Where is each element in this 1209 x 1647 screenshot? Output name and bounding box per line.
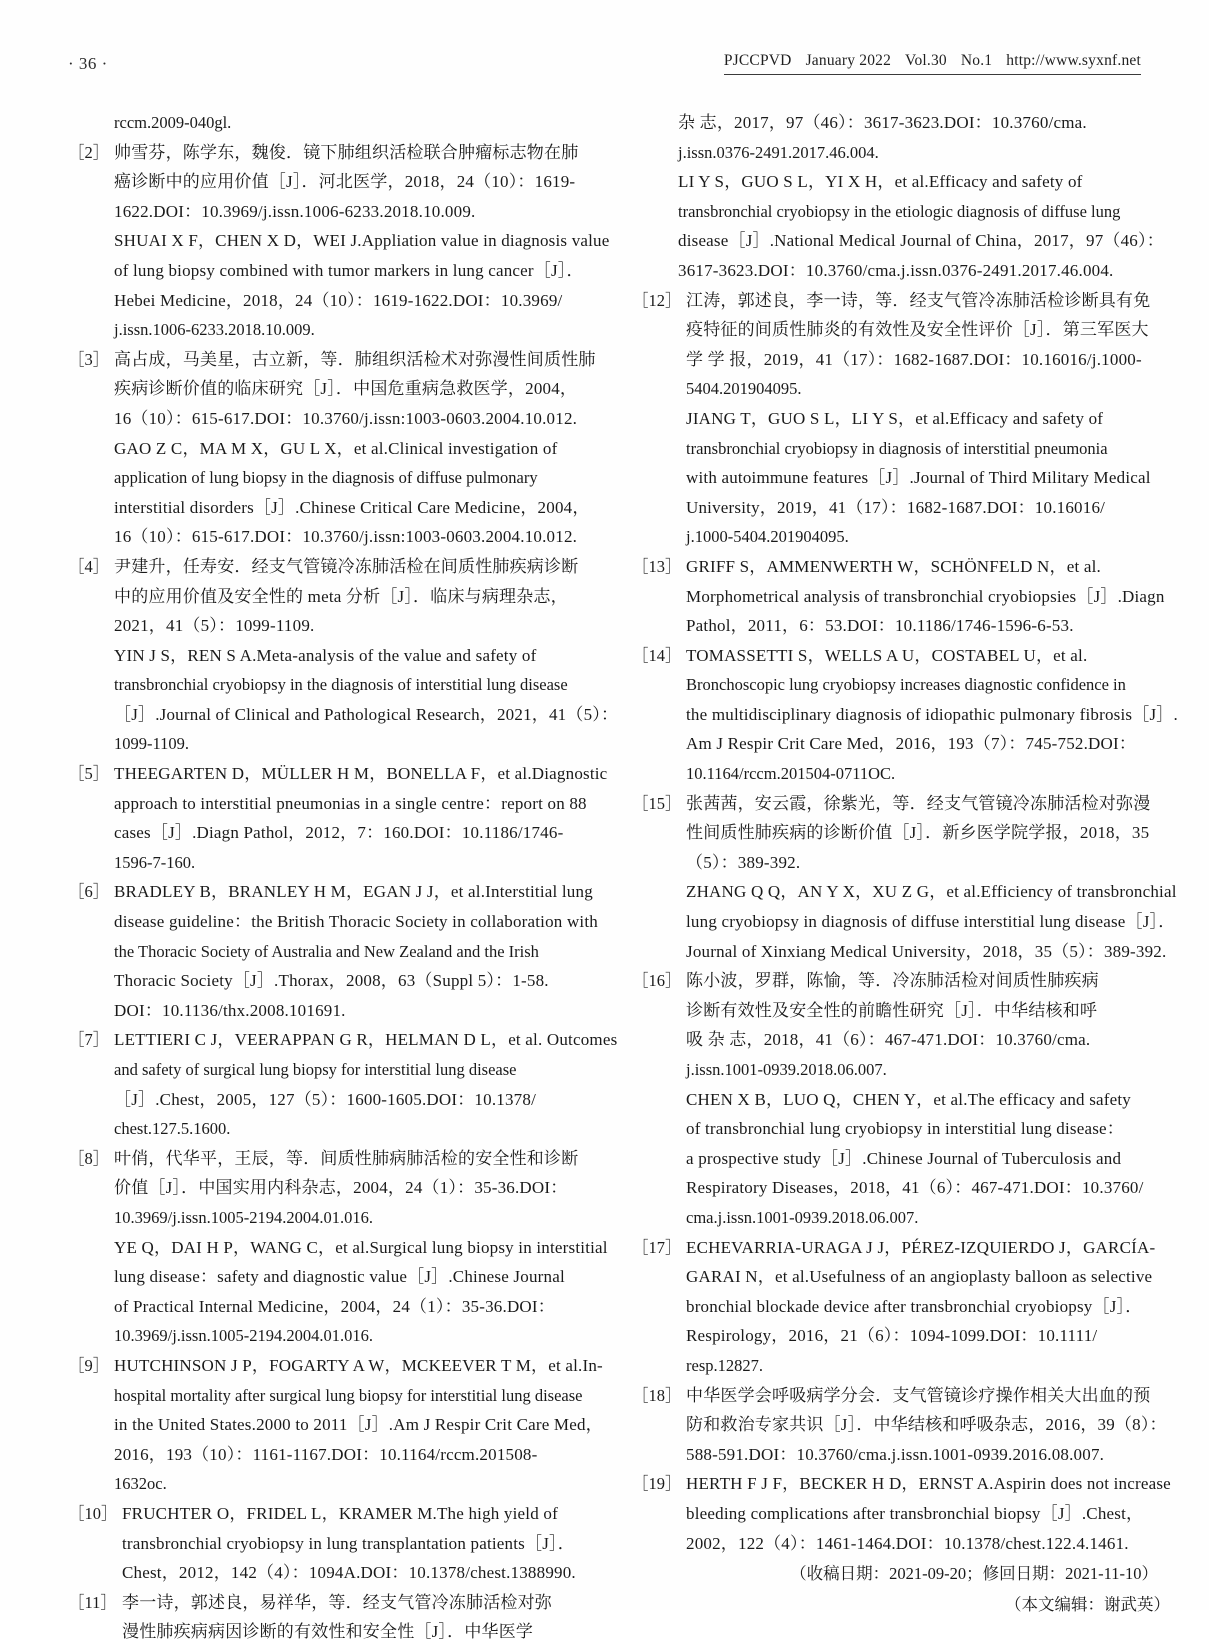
reference-line: 性间质性肺疾病的诊断价值［J］．新乡医学院学报，2018，35 [686, 823, 1150, 843]
reference-text [686, 286, 1176, 404]
reference-number: ［7］ [68, 1030, 110, 1050]
translation-line: transbronchial cryobiopsy in diagnosis of interstitial pneumonia [686, 438, 1108, 458]
reference-translation [114, 434, 596, 552]
reference-line: 张茜茜，安云霞，徐紫光，等．经支气管镜冷冻肺活检对弥漫 [686, 793, 1151, 813]
editor-credit: （本文编辑：谢武英） [1005, 1595, 1170, 1615]
translation-line: GAO Z C，MA M X，GU L X，et al.Clinical investigation of [114, 438, 558, 458]
reference-entry [632, 286, 1176, 404]
translation-line: YE Q，DAI H P，WANG C，et al.Surgical lung biopsy in interstitial [114, 1237, 608, 1257]
reference-line: 高占成，马美星，古立新，等．肺组织活检术对弥漫性间质性肺 [114, 349, 596, 369]
translation-line: lung disease：safety and diagnostic value［J］.Chinese Journal [114, 1267, 565, 1287]
translation-line: University，2019，41（17）：1682-1687.DOI：10.16016/ [686, 497, 1106, 517]
journal-abbreviation: PJCCPVD [723, 52, 792, 69]
reference-text [114, 877, 596, 1025]
reference-number: ［10］ [68, 1503, 118, 1523]
reference-line: 1632oc. [114, 1474, 167, 1494]
reference-line: 疫特征的间质性肺炎的有效性及安全性评价［J］．第三军医大 [686, 320, 1149, 340]
reference-number: ［16］ [632, 971, 682, 991]
reference-line: Chest，2012，142（4）：1094A.DOI：10.1378/chest.1388990. [122, 1563, 576, 1583]
reference-line: BRADLEY B，BRANLEY H M，EGAN J J，et al.Interstitial lung [114, 882, 593, 902]
reference-number: ［17］ [632, 1237, 682, 1257]
translation-line: 16（10）：615-617.DOI：10.3760/j.issn:1003-0603.2004.10.012. [114, 527, 578, 547]
reference-line: THEEGARTEN D，MÜLLER H M，BONELLA F，et al.Diagnostic [114, 764, 608, 784]
reference-entry [68, 552, 596, 641]
reference-line: Am J Respir Crit Care Med，2016，193（7）：745-752.DOI： [686, 734, 1137, 754]
translation-line: CHEN X B，LUO Q，CHEN Y，et al.The efficacy and safety [686, 1089, 1132, 1109]
reference-entry [68, 1025, 618, 1143]
reference-text [122, 1588, 596, 1647]
reference-translation [114, 108, 596, 138]
reference-line: 癌诊断中的应用价值［J］．河北医学，2018，24（10）：1619- [114, 172, 576, 192]
reference-number: ［18］ [632, 1385, 682, 1405]
translation-line: j.issn.0376-2491.2017.46.004. [678, 142, 879, 162]
translation-line: Journal of Xinxiang Medical University，2018，35（5）：389-392. [686, 941, 1167, 961]
reference-line: 10.3969/j.issn.1005-2194.2004.01.016. [114, 1207, 373, 1227]
volume-label: Vol.30 [905, 52, 947, 69]
reference-line: Respirology，2016，21（6）：1094-1099.DOI：10.1111/ [686, 1326, 1098, 1346]
translation-line: disease［J］.National Medical Journal of China，2017，97（46）： [678, 231, 1164, 251]
reference-text [114, 1144, 596, 1233]
reference-line: disease guideline：the British Thoracic Society in collaboration with [114, 912, 598, 932]
reference-translation [678, 167, 1176, 285]
running-head [68, 52, 1141, 86]
translation-line: Respiratory Diseases，2018，41（6）：467-471.DOI：10.3760/ [686, 1178, 1144, 1198]
reference-line: 疾病诊断价值的临床研究［J］．中国危重病急救医学，2004， [114, 379, 578, 399]
reference-number: ［4］ [68, 556, 110, 576]
reference-translation [686, 877, 1176, 966]
left-column [68, 108, 619, 1642]
translation-line: application of lung biopsy in the diagnosis of diffuse pulmonary [114, 468, 538, 488]
reference-number: ［14］ [632, 645, 682, 665]
reference-line: ［J］.Chest，2005，127（5）：1600-1605.DOI：10.1378/ [114, 1089, 536, 1109]
reference-line: 1596-7-160. [114, 852, 196, 872]
reference-line: 中的应用价值及安全性的 meta 分析［J］．临床与病理杂志， [114, 586, 568, 606]
issue-date: January 2022 [805, 52, 892, 69]
reference-entry [68, 1351, 603, 1499]
reference-line: LETTIERI C J，VEERAPPAN G R，HELMAN D L，et al. Outcomes [114, 1030, 618, 1050]
reference-line: j.issn.1001-0939.2018.06.007. [686, 1060, 887, 1079]
reference-entry [632, 1381, 1176, 1470]
reference-number: ［6］ [68, 882, 110, 902]
reference-text [122, 1499, 596, 1588]
reference-text [686, 552, 1176, 641]
reference-line: the multidisciplinary diagnosis of idiopathic pulmonary fibrosis［J］. [686, 704, 1178, 724]
reference-line: chest.127.5.1600. [114, 1119, 231, 1139]
reference-translation [114, 226, 610, 344]
reference-text [114, 1351, 603, 1499]
translation-line: ZHANG Q Q，AN Y X，XU Z G，et al.Efficiency of transbronchial [686, 882, 1177, 902]
reference-text [114, 345, 596, 434]
reference-line: in the United States.2000 to 2011［J］.Am J Respir Crit Care Med， [114, 1415, 603, 1435]
reference-translation [114, 641, 619, 759]
reference-entry [632, 1233, 1176, 1381]
reference-number: ［19］ [632, 1474, 682, 1494]
running-head-right [724, 52, 1141, 75]
translation-line: of lung biopsy combined with tumor markers in lung cancer［J］． [114, 260, 584, 280]
reference-text [114, 138, 596, 227]
reference-text [686, 966, 1176, 1084]
translation-line: ［J］.Journal of Clinical and Pathological Research，2021，41（5）： [114, 704, 619, 724]
reference-number: ［8］ [68, 1148, 110, 1168]
reference-entry [68, 138, 596, 227]
translation-line: SHUAI X F，CHEN X D，WEI J.Appliation value in diagnosis value [114, 231, 610, 251]
reference-line: HERTH F J F，BECKER H D，ERNST A.Aspirin does not increase [686, 1474, 1171, 1494]
translation-line: interstitial disorders［J］.Chinese Critical Care Medicine，2004， [114, 497, 590, 517]
translation-line: JIANG T，GUO S L，LI Y S，et al.Efficacy and safety of [686, 408, 1104, 428]
reference-text [686, 641, 1176, 789]
reference-entry [68, 1499, 596, 1588]
reference-line: cases［J］.Diagn Pathol，2012，7：160.DOI：10.1186/1746- [114, 823, 564, 843]
translation-line: lung cryobiopsy in diagnosis of diffuse interstitial lung disease［J］． [686, 912, 1176, 932]
reference-line: 诊断有效性及安全性的前瞻性研究［J］．中华结核和呼 [686, 1000, 1098, 1020]
reference-number: ［13］ [632, 556, 682, 576]
reference-number: ［15］ [632, 793, 682, 813]
reference-line: 陈小波，罗群，陈愉，等．冷冻肺活检对间质性肺疾病 [686, 971, 1099, 991]
reference-text [686, 1381, 1176, 1470]
reference-line: bleeding complications after transbronchial biopsy［J］.Chest， [686, 1503, 1144, 1523]
reference-line: 1622.DOI：10.3969/j.issn.1006-6233.2018.10.009. [114, 201, 476, 221]
reference-line: 2021，41（5）：1099-1109. [114, 616, 315, 636]
reference-line: 5404.201904095. [686, 379, 802, 399]
reference-translation [686, 1085, 1176, 1233]
reference-text [686, 1233, 1176, 1381]
reference-line: 李一诗，郭述良，易祥华，等．经支气管冷冻肺活检对弥 [122, 1592, 552, 1612]
translation-line: Hebei Medicine，2018，24（10）：1619-1622.DOI：10.3969/ [114, 290, 563, 310]
translation-line: rccm.2009-040gl. [114, 113, 232, 132]
right-column [632, 108, 1178, 1615]
reference-text [114, 1025, 618, 1143]
reference-line: GARAI N，et al.Usefulness of an angioplasty balloon as selective [686, 1267, 1153, 1287]
reference-line: 叶俏，代华平，王辰，等．间质性肺病肺活检的安全性和诊断 [114, 1148, 579, 1168]
translation-line: with autoimmune features［J］.Journal of Third Military Medical [686, 468, 1151, 488]
reference-number: ［9］ [68, 1355, 110, 1375]
reference-line: FRUCHTER O，FRIDEL L，KRAMER M.The high yield of [122, 1503, 558, 1523]
reference-entry [632, 966, 1176, 1084]
reference-line: 江涛，郭述良，李一诗，等．经支气管冷冻肺活检诊断具有免 [686, 290, 1151, 310]
received-revised-date: （收稿日期：2021-09-20；修回日期：2021-11-10） [790, 1564, 1158, 1584]
reference-line: 漫性肺疾病病因诊断的有效性和安全性［J］．中华医学 [122, 1622, 534, 1642]
translation-line: transbronchial cryobiopsy in the etiologic diagnosis of diffuse lung [678, 201, 1121, 221]
translation-line: 3617-3623.DOI：10.3760/cma.j.issn.0376-2491.2017.46.004. [678, 260, 1114, 280]
translation-line: 1099-1109. [114, 734, 190, 754]
reference-line: 吸 杂 志，2018，41（6）：467-471.DOI：10.3760/cma. [686, 1030, 1091, 1050]
reference-line: Morphometrical analysis of transbronchial cryobiopsies［J］.Diagn [686, 586, 1165, 606]
reference-entry [68, 1144, 596, 1233]
reference-line: Pathol，2011，6：53.DOI：10.1186/1746-1596-6-53. [686, 616, 1074, 636]
reference-text [114, 759, 608, 877]
reference-line: 2002，122（4）：1461-1464.DOI：10.1378/chest.122.4.1461. [686, 1533, 1129, 1553]
translation-line: 杂 志，2017，97（46）：3617-3623.DOI：10.3760/cma. [678, 113, 1087, 132]
reference-columns [68, 108, 1178, 1642]
reference-number: ［11］ [68, 1592, 117, 1612]
reference-entry [68, 759, 608, 877]
reference-text [686, 789, 1176, 878]
reference-entry [632, 552, 1176, 641]
reference-line: 16（10）：615-617.DOI：10.3760/j.issn:1003-0603.2004.10.012. [114, 408, 578, 428]
reference-line: TOMASSETTI S，WELLS A U，COSTABEL U，et al. [686, 645, 1088, 665]
translation-line: a prospective study［J］.Chinese Journal of Tuberculosis and [686, 1148, 1122, 1168]
reference-number: ［12］ [632, 290, 682, 310]
reference-entry [632, 789, 1176, 878]
translation-line: of Practical Internal Medicine，2004，24（1）：35-36.DOI： [114, 1296, 555, 1316]
translation-line: j.issn.1006-6233.2018.10.009. [114, 320, 315, 340]
reference-line: 帅雪芬，陈学东，魏俊．镜下肺组织活检联合肿瘤标志物在肺 [114, 142, 579, 162]
reference-line: hospital mortality after surgical lung biopsy for interstitial lung disease [114, 1385, 583, 1405]
reference-entry [68, 345, 596, 434]
translation-line: j.1000-5404.201904095. [686, 527, 849, 547]
reference-entry [632, 1469, 1176, 1558]
reference-line: the Thoracic Society of Australia and New Zealand and the Irish [114, 941, 539, 961]
reference-translation [678, 108, 1176, 167]
reference-line: bronchial blockade device after transbronchial cryobiopsy［J］． [686, 1296, 1143, 1316]
reference-line: 学 学 报，2019，41（17）：1682-1687.DOI：10.16016/j.1000- [686, 349, 1142, 369]
translation-line: LI Y S，GUO S L，YI X H，et al.Efficacy and safety of [678, 172, 1083, 192]
reference-translation [114, 1233, 608, 1351]
reference-line: 价值［J］．中国实用内科杂志，2004，24（1）：35-36.DOI： [114, 1178, 568, 1198]
reference-number: ［2］ [68, 142, 110, 162]
reference-line: 防和救治专家共识［J］．中华结核和呼吸杂志，2016，39（8）： [686, 1415, 1167, 1435]
reference-line: approach to interstitial pneumonias in a single centre：report on 88 [114, 793, 587, 813]
reference-line: HUTCHINSON J P，FOGARTY A W，MCKEEVER T M，et al.In- [114, 1355, 603, 1375]
journal-info-line [724, 52, 1141, 70]
reference-text [686, 1469, 1176, 1558]
reference-line: Thoracic Society［J］.Thorax，2008，63（Suppl 5）：1-58. [114, 971, 549, 991]
translation-line: transbronchial cryobiopsy in the diagnosis of interstitial lung disease [114, 675, 568, 695]
reference-line: 中华医学会呼吸病学分会．支气管镜诊疗操作相关大出血的预 [686, 1385, 1151, 1405]
reference-line: DOI：10.1136/thx.2008.101691. [114, 1000, 346, 1020]
reference-number: ［5］ [68, 764, 110, 784]
reference-line: 尹建升，任寿安．经支气管镜冷冻肺活检在间质性肺疾病诊断 [114, 556, 579, 576]
page-folio: · 36 · [68, 54, 108, 73]
translation-line: cma.j.issn.1001-0939.2018.06.007. [686, 1207, 919, 1227]
number-label: No.1 [960, 52, 993, 69]
translation-line: 10.3969/j.issn.1005-2194.2004.01.016. [114, 1326, 373, 1346]
reference-translation [686, 404, 1176, 552]
journal-url[interactable]: http://www.syxnf.net [1006, 52, 1141, 69]
reference-line: resp.12827. [686, 1355, 763, 1375]
reference-entry [68, 877, 596, 1025]
translation-line: of transbronchial lung cryobiopsy in interstitial lung disease： [686, 1119, 1124, 1139]
reference-line: and safety of surgical lung biopsy for interstitial lung disease [114, 1060, 517, 1079]
reference-entry [632, 641, 1176, 789]
translation-line: YIN J S，REN S A.Meta-analysis of the value and safety of [114, 645, 537, 665]
reference-line: GRIFF S，AMMENWERTH W，SCHÖNFELD N，et al. [686, 556, 1101, 576]
reference-line: 10.1164/rccm.201504-0711OC. [686, 764, 896, 784]
reference-entry [68, 1588, 596, 1647]
reference-number: ［3］ [68, 349, 110, 369]
reference-text [114, 552, 596, 641]
reference-line: transbronchial cryobiopsy in lung transplantation patients［J］． [122, 1533, 575, 1553]
reference-line: Bronchoscopic lung cryobiopsy increases diagnostic confidence in [686, 675, 1126, 695]
reference-line: （5）：389-392. [686, 852, 801, 872]
reference-line: ECHEVARRIA-URAGA J J，PÉREZ-IZQUIERDO J，GARCÍA- [686, 1237, 1156, 1257]
reference-line: 2016，193（10）：1161-1167.DOI：10.1164/rccm.201508- [114, 1444, 538, 1464]
reference-line: 588-591.DOI：10.3760/cma.j.issn.1001-0939.2016.08.007. [686, 1444, 1105, 1464]
